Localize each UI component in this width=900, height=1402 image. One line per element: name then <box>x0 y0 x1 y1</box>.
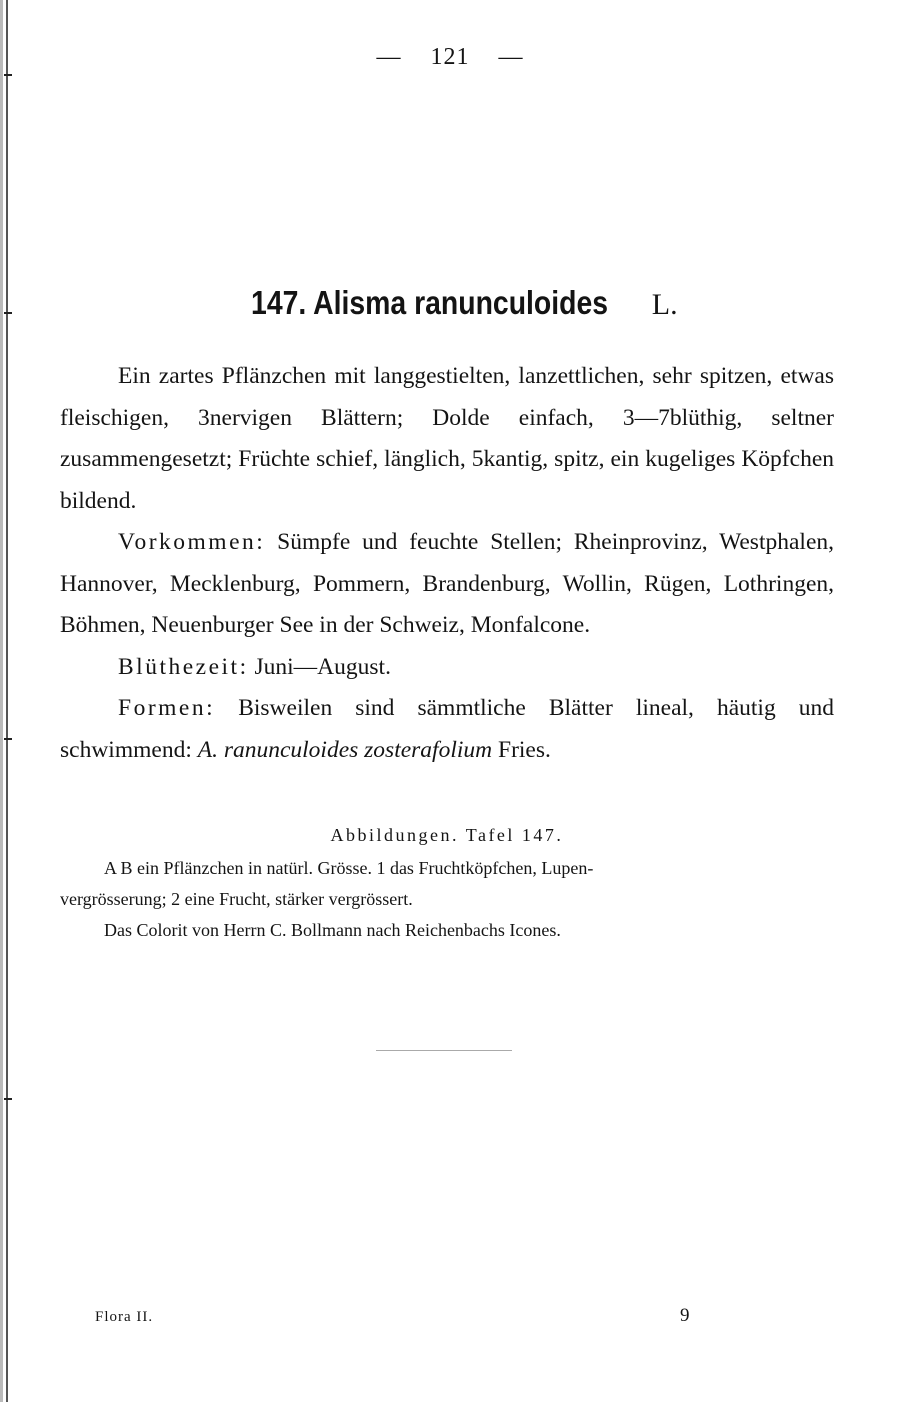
species-author: L. <box>651 288 678 321</box>
body-text <box>60 356 834 771</box>
forms-paragraph <box>60 688 834 771</box>
flowering-text: Juni—August. <box>254 653 391 680</box>
page-number <box>0 44 900 71</box>
flowering-label: Blüthezeit: <box>118 653 249 680</box>
page-number-value: 121 <box>430 44 470 70</box>
scan-edge-line <box>6 0 8 1402</box>
footer-sheet-number: 9 <box>680 1305 690 1326</box>
species-number-and-name: 147. Alisma ranunculoides <box>251 284 609 321</box>
page-number-dash-left: — <box>376 44 402 70</box>
flowering-paragraph <box>60 647 834 689</box>
figures-line-1: A B ein Pflänzchen in natürl. Grösse. 1 das Fruchtköpfchen, Lupen- <box>104 858 594 878</box>
forms-label: Formen: <box>118 695 216 721</box>
occurrence-text: Sümpfe und feuchte Stellen; Rheinprovinz, Westphalen, Hannover, Mecklenburg, Pommern, Brandenburg, Wollin, Rügen, Lothringen, Böhmen, Neuenburger See in der Schweiz, Monfalcone. <box>60 529 834 638</box>
figures-line-3: Das Colorit von Herrn C. Bollmann nach Reichenbachs Icones. <box>104 920 561 940</box>
occurrence-label: Vorkommen: <box>118 529 266 555</box>
edge-mark <box>4 738 12 740</box>
forms-italic-name: A. ranunculoides zosterafolium <box>197 736 493 763</box>
figures-section <box>60 820 834 946</box>
edge-mark <box>4 74 12 76</box>
description-paragraph: Ein zartes Pflänzchen mit langgestielten, lanzettlichen, sehr spitzen, etwas fleischigen, 3nervigen Blättern; Dolde einfach, 3—7blüthig, seltner zusammengesetzt; Früchte schief, länglich, 5kantig, spitz, ein kugeliges Köpfchen bildend. <box>60 363 834 514</box>
figures-line-2: vergrösserung; 2 eine Frucht, stärker vergrössert. <box>60 889 413 909</box>
forms-end: Fries. <box>498 736 551 763</box>
figures-heading: Abbildungen. Tafel 147. <box>330 825 564 845</box>
page-number-dash-right: — <box>498 44 524 70</box>
scan-shadow <box>0 0 3 1402</box>
section-rule <box>376 1050 512 1051</box>
species-heading <box>0 284 900 323</box>
edge-mark <box>4 1098 12 1100</box>
occurrence-paragraph <box>60 522 834 647</box>
footer-signature: Flora II. <box>95 1309 154 1325</box>
forms-text: Bisweilen sind sämmtliche Blätter lineal, häutig und schwimmend: <box>60 695 835 763</box>
